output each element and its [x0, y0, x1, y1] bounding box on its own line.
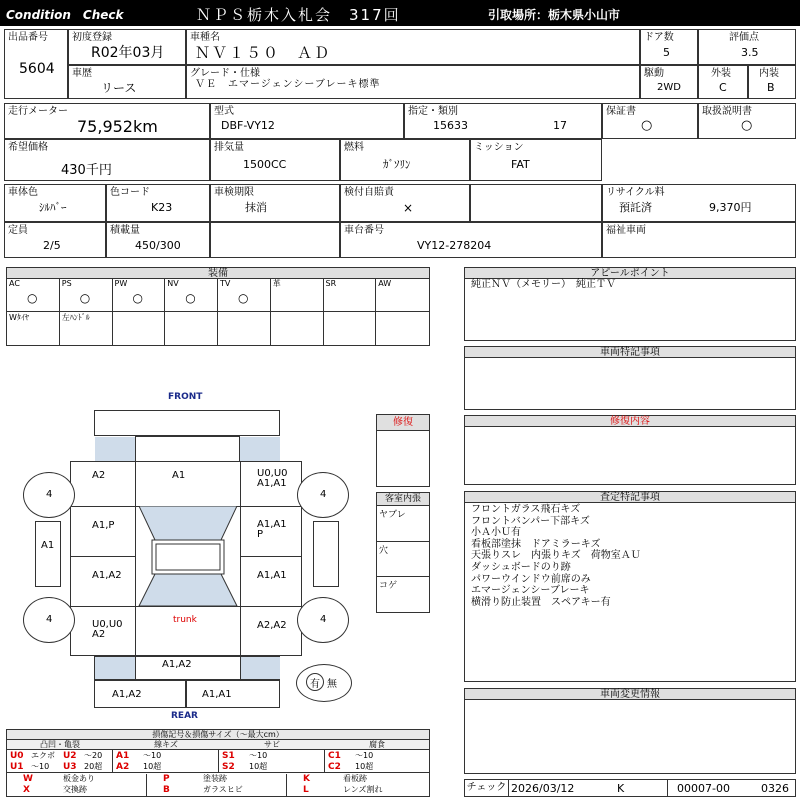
history-box [68, 65, 186, 99]
inspection-note-line: ダッシュボードのり跡 [471, 561, 571, 573]
load-box [106, 222, 210, 258]
rear-window [139, 574, 237, 606]
mileage-label: 走行メーター [8, 106, 68, 117]
legend-meaning: ガラスヒビ [203, 785, 243, 794]
manual: ○ [741, 118, 753, 133]
load: 450/300 [135, 239, 181, 252]
history: リース [101, 81, 137, 95]
tire-front-left-value: 4 [46, 489, 53, 500]
cabin-label: 客室内張 [377, 493, 429, 506]
front-right-code: U0,U0 A1,A1 [257, 468, 288, 489]
legend-meaning: 20超 [84, 762, 103, 771]
first-reg: R02年03月 [91, 45, 165, 61]
legend-code: U3 [63, 762, 77, 772]
legend-meaning: エクボ [31, 751, 55, 760]
inspection-note-line: エマージェンシーブレーキ [471, 585, 590, 597]
mid2-left-code: A1,A2 [92, 570, 122, 581]
legend-code: C1 [328, 751, 341, 761]
chassis-label: 車台番号 [344, 225, 384, 236]
cell-mid2-right [240, 556, 302, 607]
insurance-label: 検付自賠責 [344, 187, 394, 198]
hood-panel [135, 436, 240, 462]
equipment-cell [376, 279, 429, 312]
designation-box [404, 103, 602, 139]
model-name-box [186, 29, 640, 65]
grade: ＶＥ エマージェンシーブレーキ標準 [195, 79, 381, 90]
mission: FAT [511, 158, 530, 171]
price: 430千円 [61, 163, 112, 178]
condition-check-badge: Condition Check [6, 8, 124, 22]
no-label: 無 [327, 679, 337, 690]
displacement-box [210, 139, 340, 181]
legend-code: U2 [63, 751, 77, 761]
lot-label: 出品番号 [8, 32, 48, 43]
legend-meaning: ～10 [355, 751, 374, 760]
trunk-label: trunk [173, 615, 197, 625]
equipment-cell [324, 312, 377, 345]
front-center-code: A1 [172, 470, 186, 481]
legend-group-title: 線キズ [113, 740, 219, 750]
tire-front-right-value: 4 [320, 489, 327, 500]
inspection-box [210, 184, 340, 222]
equipment-cell [165, 312, 218, 345]
legend-group-title: 凸凹・亀裂 [7, 740, 113, 750]
legend-code: S2 [222, 762, 235, 772]
equipment-label: Wﾀｲﾔ [9, 313, 29, 322]
first-reg-label: 初度登録 [72, 32, 112, 43]
legend-meaning: ～20 [84, 751, 103, 760]
legend-extra-cell [147, 774, 287, 785]
mid1-right-code: A1,A1 P [257, 519, 287, 540]
legend-meaning: ～10 [143, 751, 162, 760]
drive-box [640, 65, 698, 99]
auction-title: ＮＰＳ栃木入札会 317回 [196, 6, 401, 24]
doors: 5 [663, 46, 670, 59]
history-label: 車歴 [72, 68, 92, 79]
legend-extra-cell [7, 785, 147, 796]
exterior: C [719, 81, 727, 94]
legend-meaning: 塗装跡 [203, 774, 227, 783]
cabin-item-tear: ヤブレ [379, 510, 406, 520]
mission-label: ミッション [474, 142, 524, 153]
legend-code: A2 [116, 762, 130, 772]
fuel-label: 燃料 [344, 142, 364, 153]
inspection-note-line: 天張りスレ 内張りキズ 荷物室ＡＵ [471, 550, 641, 562]
car-front-bumper [94, 410, 280, 436]
equipment-cell [7, 312, 60, 345]
change-info-title: 車両変更情報 [465, 689, 795, 700]
inspection-note-line: フロントバンパー下部キズ [471, 515, 590, 527]
manual-box [698, 103, 796, 139]
interior-label: 内装 [759, 68, 779, 79]
legend-meaning: ～10 [249, 751, 268, 760]
front-left-code: A2 [92, 470, 106, 481]
manual-label: 取扱説明書 [702, 106, 752, 117]
equipment-value: ○ [27, 291, 38, 305]
legend-extra-cell [287, 785, 429, 796]
model-name-label: 車種名 [190, 32, 220, 43]
repair-label: 修復 [377, 415, 429, 431]
equipment-label: AC [9, 279, 20, 288]
rear-label: REAR [171, 711, 198, 721]
footer-check [464, 779, 796, 797]
cell-mid1-left [70, 506, 136, 557]
lot-number: 5604 [19, 61, 55, 77]
legend-meaning: 10超 [143, 762, 162, 771]
cell-rear-right [240, 606, 302, 656]
cell-front-left [70, 461, 136, 507]
capacity-box [4, 222, 106, 258]
equipment-value: ○ [132, 291, 143, 305]
recycle-label: リサイクル料 [606, 187, 665, 198]
inspection-note-line: 横滑り防止装置 スペアキー有 [471, 596, 611, 608]
fuel-box [340, 139, 470, 181]
interior: B [767, 81, 775, 94]
tire-rear-left-value: 4 [46, 614, 53, 625]
cabin-cell-2 [377, 542, 429, 577]
front-shade-left [95, 437, 135, 461]
model-name: ＮＶ１５０ ＡＤ [195, 44, 332, 62]
equipment-title: 装備 [7, 268, 429, 279]
pickup-location: 引取場所：栃木県小山市 [488, 8, 621, 22]
legend-code: P [163, 774, 170, 784]
color-box [4, 184, 106, 222]
color-code-label: 色コード [110, 187, 150, 198]
insurance-box [340, 184, 470, 222]
legend-code: X [23, 785, 30, 795]
fuel: ｶﾞｿﾘﾝ [383, 158, 411, 171]
equipment-table [6, 267, 430, 346]
equipment-value: ○ [238, 291, 249, 305]
equipment-cell [60, 279, 113, 312]
rear-shade-right [240, 657, 280, 679]
legend-group-title: 腐食 [325, 740, 429, 750]
inspection-note-line: フロントガラス飛石キズ [471, 504, 581, 515]
cabin-item-hole: 穴 [379, 546, 389, 556]
grade-box [186, 65, 640, 99]
score: 3.5 [741, 46, 759, 59]
recycle-box [602, 184, 796, 222]
trunk-panel [135, 606, 241, 656]
tire-rear-right-value: 4 [320, 614, 327, 625]
inspection-note-line: パワーウインドウ前席のみ [471, 573, 591, 585]
inspection-note-line: 小Ａ小Ｕ有 [471, 527, 521, 539]
warranty: ○ [641, 118, 653, 133]
side-left-code: A1 [41, 540, 55, 551]
model-code-label: 型式 [214, 106, 234, 117]
equipment-label: AW [378, 279, 392, 288]
bottom-left-code: A1,A2 [112, 689, 142, 700]
equipment-cell [218, 279, 271, 312]
equipment-label: PW [114, 279, 128, 288]
special-notes-section [464, 346, 796, 410]
inspection-notes-section [464, 491, 796, 682]
appeal-section [464, 267, 796, 341]
legend-code: U1 [10, 762, 24, 772]
blank-box-1 [210, 222, 340, 258]
inspection-notes-title: 査定特記事項 [465, 492, 795, 503]
load-label: 積載量 [110, 225, 140, 236]
welfare-label: 福祉車両 [606, 225, 646, 236]
legend-code: B [163, 785, 170, 795]
price-box [4, 139, 210, 181]
cabin-cell-1 [377, 506, 429, 542]
footer-divider [667, 780, 668, 796]
special-notes-title: 車両特記事項 [465, 347, 795, 358]
designation: 15633 [433, 119, 468, 132]
check-num: 0326 [761, 782, 789, 795]
mid2-right-code: A1,A1 [257, 570, 287, 581]
score-label: 評価点 [729, 32, 759, 43]
legend-code: S1 [222, 751, 235, 761]
legend-meaning: ～10 [31, 762, 50, 771]
side-panel-left [35, 521, 61, 587]
capacity: 2/5 [43, 239, 61, 252]
check-label: チェック [465, 780, 509, 796]
cabin-item-burn: コゲ [379, 581, 398, 591]
legend-meaning: 交換跡 [63, 785, 87, 794]
legend-code: C2 [328, 762, 341, 772]
drive-label: 駆動 [644, 68, 664, 79]
equipment-value: ○ [185, 291, 196, 305]
yes-label: 有 [310, 679, 320, 690]
mileage: 75,952km [77, 117, 158, 136]
inspection-notes-lines [471, 504, 641, 608]
warranty-box [602, 103, 698, 139]
legend-meaning: 10超 [249, 762, 268, 771]
legend-meaning: レンズ割れ [343, 785, 383, 794]
displacement: 1500CC [243, 158, 287, 171]
legend-code: U0 [10, 751, 24, 761]
legend-code: W [23, 774, 33, 784]
displacement-label: 排気量 [214, 142, 244, 153]
front-shade-right [240, 437, 280, 461]
equipment-label: TV [220, 279, 231, 288]
doors-box [640, 29, 698, 65]
insurance-box-2 [470, 184, 602, 222]
legend-code: A1 [116, 751, 130, 761]
change-info-section [464, 688, 796, 774]
equipment-cell [165, 279, 218, 312]
equipment-cell [218, 312, 271, 345]
recycle-fee: 9,370円 [709, 201, 752, 214]
equipment-label: NV [167, 279, 179, 288]
mileage-box [4, 103, 210, 139]
check-inspector: K [617, 782, 625, 795]
check-date: 2026/03/12 [511, 782, 575, 795]
equipment-label: 革 [272, 279, 281, 288]
header-bar [0, 0, 800, 26]
recycle-status: 預託済 [619, 201, 652, 214]
legend-extra-cell [147, 785, 287, 796]
capacity-label: 定員 [8, 225, 28, 236]
windshield [139, 506, 237, 540]
legend-group [113, 740, 219, 773]
yes-no-oval [296, 664, 352, 702]
inspection-note-line: 看板部塗抹 ドアミラーキズ [471, 538, 601, 550]
model-code-box [210, 103, 404, 139]
drive: 2WD [657, 82, 681, 93]
front-label: FRONT [168, 392, 203, 402]
lot-box [4, 29, 68, 99]
insurance: × [403, 201, 414, 215]
designation-label: 指定・類別 [408, 106, 458, 117]
cell-front-center [135, 461, 241, 507]
doors-label: ドア数 [644, 32, 674, 43]
legend-group [325, 740, 429, 773]
equipment-label: SR [325, 279, 337, 288]
color-code: K23 [151, 201, 173, 214]
equipment-cell [113, 312, 166, 345]
side-panel-right [313, 521, 339, 587]
category: 17 [553, 119, 567, 132]
equipment-cell [376, 312, 429, 345]
check-code: 00007-00 [677, 782, 730, 795]
equipment-cell [324, 279, 377, 312]
legend-group [219, 740, 325, 773]
rear-right-code: A2,A2 [257, 620, 287, 631]
exterior-label: 外装 [711, 68, 731, 79]
equipment-cell [271, 312, 324, 345]
color-label: 車体色 [8, 187, 38, 198]
bottom-right-panel [186, 680, 280, 708]
repair-box [376, 414, 430, 487]
legend-code: K [303, 774, 310, 784]
legend-extra-cell [287, 774, 429, 785]
roof-inner [156, 544, 220, 570]
score-box [698, 29, 796, 65]
legend-meaning: 板金あり [63, 774, 95, 783]
legend-meaning: 10超 [355, 762, 374, 771]
color-code-box [106, 184, 210, 222]
rear-shade-left [95, 657, 135, 679]
legend-extra-cell [7, 774, 147, 785]
price-label: 希望価格 [8, 142, 48, 153]
cell-mid2-left [70, 556, 136, 607]
warranty-label: 保証書 [606, 106, 636, 117]
equipment-cell [271, 279, 324, 312]
cabin-box [376, 492, 430, 613]
legend-code: L [303, 785, 309, 795]
repair-content-section [464, 415, 796, 485]
cabin-cell-3 [377, 577, 429, 612]
legend-meaning: 看板跡 [343, 774, 367, 783]
equipment-label: PS [61, 279, 72, 288]
first-reg-box [68, 29, 186, 65]
appeal-title: アピールポイント [465, 268, 795, 279]
legend-table [6, 729, 430, 797]
grade-label: グレード・仕様 [190, 68, 260, 79]
chassis: VY12-278204 [417, 239, 492, 252]
equipment-value: ○ [79, 291, 91, 305]
legend-title: 損傷記号＆損傷サイズ（～最大cm） [7, 730, 429, 740]
bottom-right-code: A1,A1 [202, 689, 232, 700]
bumper-code: A1,A2 [162, 659, 192, 670]
legend-group [7, 740, 113, 773]
equipment-cell [113, 279, 166, 312]
body-color: ｼﾙﾊﾞｰ [39, 201, 67, 214]
interior-box [748, 65, 796, 99]
chassis-box [340, 222, 602, 258]
appeal-text: 純正ＮＶ（メモリー） 純正ＴＶ [471, 279, 616, 290]
repair-content-title: 修復内容 [465, 416, 795, 427]
welfare-box [602, 222, 796, 258]
mission-box [470, 139, 602, 181]
inspection: 抹消 [245, 201, 267, 214]
roof-diagram [135, 506, 241, 607]
equipment-label: 左ﾊﾝﾄﾞﾙ [61, 313, 90, 322]
exterior-box [698, 65, 748, 99]
legend-group-title: サビ [219, 740, 325, 750]
equipment-cell [7, 279, 60, 312]
equipment-cell [60, 312, 113, 345]
model-code: DBF-VY12 [221, 119, 275, 132]
rear-left-code: U0,U0 A2 [92, 619, 123, 640]
inspection-label: 車検期限 [214, 187, 254, 198]
mid1-left-code: A1,P [92, 520, 115, 531]
